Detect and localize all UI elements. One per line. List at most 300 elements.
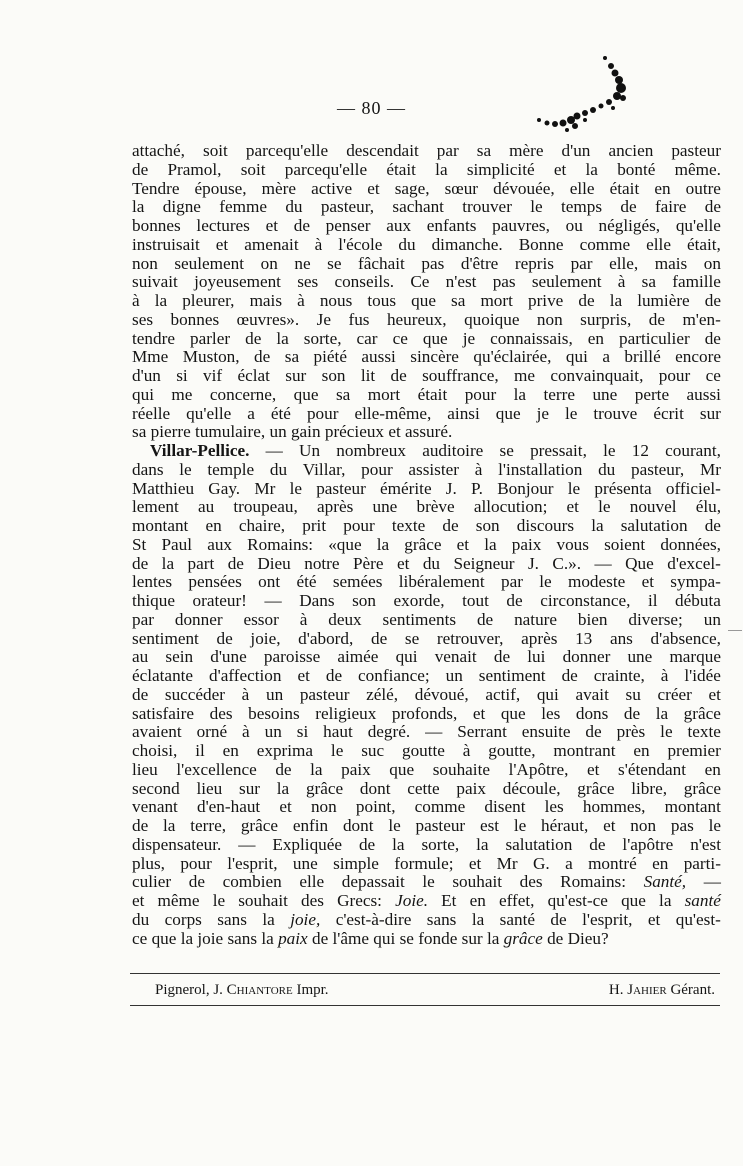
word: était,: [686, 234, 721, 254]
word: terre: [543, 384, 575, 404]
word: écrit: [653, 403, 684, 423]
word: qu'elle: [186, 403, 232, 423]
word: dons: [575, 703, 609, 723]
word: et: [472, 703, 486, 723]
word: le: [289, 478, 302, 498]
word: sage,: [394, 178, 430, 198]
word: cette: [407, 778, 440, 798]
word: de: [476, 609, 494, 629]
word: penser: [325, 216, 371, 235]
word: la: [609, 291, 623, 310]
text-line: [132, 461, 721, 480]
word: chaire,: [238, 516, 286, 535]
word: —: [594, 553, 612, 573]
word: pasteur: [299, 684, 350, 704]
word: surpris,: [580, 309, 632, 329]
word: de: [132, 684, 149, 704]
word: —: [425, 722, 443, 742]
word: simple: [333, 853, 379, 873]
word: sans: [227, 928, 258, 948]
word: pour: [361, 459, 393, 479]
word: la: [659, 891, 672, 910]
word: ce: [132, 928, 148, 948]
word: G.: [532, 853, 550, 873]
word: parcequ'elle: [284, 159, 368, 179]
word: bonnes: [170, 309, 220, 329]
word: sa: [335, 384, 351, 404]
word: son: [475, 516, 500, 535]
text-line: [132, 705, 721, 724]
word: part: [187, 553, 215, 573]
word: dévouée,: [493, 178, 555, 198]
word: le: [530, 197, 543, 217]
word: Pramol,: [167, 159, 222, 179]
word: en: [652, 853, 669, 873]
text-line: [132, 198, 721, 217]
word: parler: [189, 328, 231, 348]
word: paix: [278, 928, 308, 948]
word: pas: [421, 253, 445, 273]
word: piété: [313, 347, 347, 367]
word: d'un: [132, 366, 161, 385]
word: de: [216, 628, 233, 648]
word: sa: [132, 422, 147, 442]
word: Mr: [496, 853, 518, 873]
word: le: [565, 403, 578, 423]
word: de: [311, 928, 329, 948]
word: dont: [342, 816, 374, 835]
word: et: [566, 497, 579, 517]
word: formule;: [394, 853, 454, 873]
word: soit: [240, 159, 266, 179]
word: après: [521, 628, 558, 648]
word: sur: [239, 778, 261, 798]
text-line: [132, 536, 721, 555]
word: le: [598, 497, 611, 517]
word: enfin: [292, 816, 329, 835]
word: créer: [657, 684, 692, 704]
word: qu'est-: [675, 909, 721, 929]
text-line: [132, 423, 721, 442]
word: si: [176, 366, 188, 385]
word: sa: [451, 291, 466, 310]
word: nous: [319, 291, 353, 310]
word: près: [616, 722, 646, 742]
word: paroisse: [263, 647, 321, 667]
word: et: [215, 234, 229, 254]
word: ce: [392, 328, 408, 348]
word: venant: [132, 797, 178, 817]
word: —: [703, 872, 721, 892]
word: montré: [588, 853, 637, 873]
word: —: [264, 591, 282, 610]
word: J.: [445, 478, 457, 498]
word: pasteur: [415, 816, 466, 835]
word: sur: [285, 366, 307, 385]
word: la: [161, 553, 175, 573]
word: et: [456, 534, 470, 554]
word: avaient: [132, 722, 182, 742]
text-line: [132, 442, 721, 461]
word: temple: [207, 459, 255, 479]
word: souhaite: [432, 759, 490, 779]
word: courant,: [665, 441, 721, 460]
word: et: [367, 178, 380, 198]
word: de: [704, 291, 721, 310]
word: qui: [395, 647, 418, 667]
word: du: [269, 459, 288, 479]
word: d'absence,: [650, 628, 721, 648]
word: santé: [499, 909, 535, 929]
word: pasteur,: [320, 197, 375, 217]
word: terre,: [190, 816, 227, 835]
text-line: [132, 330, 721, 349]
text-line: [132, 386, 721, 405]
word: de: [254, 347, 271, 367]
word: Père: [352, 553, 384, 573]
word: une: [592, 384, 618, 404]
word: corps: [164, 909, 202, 929]
word: modeste: [567, 572, 626, 592]
word: plus,: [132, 853, 165, 873]
word: satisfaire: [132, 703, 195, 723]
word: grâce: [683, 703, 721, 723]
word: une: [292, 853, 318, 873]
word: paix: [511, 534, 542, 554]
word: orné: [196, 722, 228, 742]
word: mère: [509, 141, 544, 160]
word: convainquait,: [550, 366, 644, 385]
word: dont: [359, 778, 391, 798]
word: de: [390, 366, 407, 385]
word: ou: [565, 216, 583, 235]
word: et: [279, 797, 292, 817]
word: ses: [132, 309, 154, 329]
word: Grecs:: [337, 891, 382, 910]
word: thique: [132, 591, 175, 610]
word: et: [587, 759, 600, 779]
word: montant: [664, 797, 721, 817]
word: et: [468, 853, 482, 873]
word: descendait: [346, 141, 419, 160]
word: d'excel-: [667, 553, 721, 573]
text-line: [132, 555, 721, 574]
word: haut: [323, 722, 353, 742]
word: non: [132, 253, 158, 273]
word: de: [550, 909, 567, 929]
word: par: [500, 572, 523, 592]
word: Mr: [254, 478, 276, 498]
word: à: [297, 291, 305, 310]
manager-credit: H. Jahier Gérant.: [608, 982, 715, 998]
word: Gay.: [208, 478, 241, 498]
text-line: [132, 630, 721, 649]
word: parcequ'elle: [245, 141, 329, 160]
text-line: [132, 723, 721, 742]
word: et: [647, 909, 661, 929]
word: montrant: [553, 741, 616, 760]
word: ensuite: [521, 722, 571, 742]
word: circonstance,: [540, 591, 631, 610]
word: du: [598, 459, 616, 479]
word: sentiments: [382, 609, 457, 629]
text-line: [132, 930, 721, 949]
word: suivait: [132, 272, 178, 292]
word: digne: [162, 197, 201, 217]
word: de: [704, 328, 721, 348]
word: notre: [304, 553, 340, 573]
word: le: [660, 722, 673, 742]
word: sa: [476, 141, 492, 160]
word: et: [132, 891, 145, 910]
word: heureux,: [386, 309, 447, 329]
word: disent: [484, 797, 526, 817]
word: à: [474, 459, 483, 479]
word: à: [660, 666, 669, 685]
word: que: [495, 403, 521, 423]
word: fus: [348, 309, 370, 329]
word: le: [179, 459, 192, 479]
word: on: [260, 253, 278, 273]
word: conseils.: [334, 272, 395, 292]
word: un: [269, 422, 287, 442]
word: à: [617, 272, 626, 292]
word: succéder: [164, 684, 226, 704]
word: des: [519, 872, 543, 892]
word: sorte,: [303, 328, 342, 348]
word: —: [238, 834, 256, 854]
word: sans: [426, 909, 457, 929]
word: et: [265, 216, 278, 235]
text-line: [132, 873, 721, 892]
word: données,: [660, 534, 721, 554]
word: de: [623, 703, 641, 723]
word: de: [704, 197, 721, 217]
word: Mr: [699, 459, 721, 479]
word: épouse,: [194, 178, 247, 198]
word: gain: [290, 422, 321, 442]
word: paix: [456, 778, 486, 798]
word: qu'elle: [675, 216, 721, 235]
word: soit: [203, 141, 228, 160]
word: joyeusement: [194, 272, 281, 292]
text-line: [132, 592, 721, 611]
word: 12: [631, 441, 649, 460]
margin-mark: [728, 630, 742, 631]
word: l'Apôtre,: [508, 759, 569, 779]
word: son: [352, 591, 376, 610]
word: de: [188, 872, 205, 892]
word: Santé,: [643, 872, 687, 892]
word: une: [627, 647, 653, 667]
word: lentes: [132, 572, 173, 592]
word: parti-: [683, 853, 721, 873]
word: donner: [562, 647, 611, 667]
word: se: [399, 928, 414, 948]
word: pierre: [150, 422, 191, 442]
word: texte: [687, 722, 721, 742]
word: se: [327, 253, 342, 273]
word: dimanche.: [431, 234, 503, 254]
word: par: [570, 253, 593, 273]
word: pour: [180, 853, 212, 873]
word: grâce: [404, 534, 442, 554]
word: émérite: [380, 478, 432, 498]
word: famille: [672, 272, 721, 292]
word: de: [132, 553, 149, 573]
word: la: [154, 291, 168, 310]
word: auditoire: [422, 441, 484, 460]
word: le: [567, 478, 581, 498]
text-line: [132, 348, 721, 367]
word: lieu: [132, 759, 158, 779]
word: joie,: [250, 628, 281, 648]
word: de: [132, 816, 149, 835]
word: dans: [132, 459, 164, 479]
word: seulement: [531, 272, 602, 292]
word: sa: [284, 347, 300, 367]
word: outre: [685, 178, 721, 198]
word: non: [630, 816, 657, 835]
word: C.».: [552, 553, 582, 573]
word: grâce: [683, 778, 721, 798]
word: l'excellence: [176, 759, 257, 779]
word: l'esprit,: [582, 909, 633, 929]
word: si: [296, 722, 309, 742]
word: aux: [207, 534, 233, 554]
word: sa: [641, 272, 656, 292]
word: trouver: [462, 197, 512, 217]
word: de: [442, 516, 459, 535]
word: ne: [294, 253, 311, 273]
word: ans: [609, 628, 633, 648]
word: elle: [646, 234, 671, 254]
word: n'est: [445, 272, 477, 292]
word: qui: [536, 684, 559, 704]
word: pauvres,: [492, 216, 550, 235]
footer-rule-bottom: [130, 1005, 720, 1006]
word: choisi,: [132, 741, 178, 760]
word: sans: [217, 909, 247, 929]
word: aimée: [337, 647, 379, 667]
word: premier: [667, 741, 721, 760]
word: besoins: [248, 703, 300, 723]
word: goutte: [401, 741, 445, 760]
word: pour: [306, 403, 339, 423]
word: à: [241, 684, 250, 704]
word: Que: [625, 553, 654, 573]
word: P.: [471, 478, 483, 498]
word: de: [275, 759, 292, 779]
word: que: [411, 291, 436, 310]
word: zélé,: [366, 684, 399, 704]
word: vous: [556, 534, 589, 554]
word: Dieu?: [567, 928, 609, 948]
word: orateur!: [192, 591, 247, 610]
word: Bonjour: [497, 478, 554, 498]
word: Romains:: [560, 872, 627, 892]
word: Expliquée: [272, 834, 343, 854]
word: que: [389, 759, 415, 779]
word: nature: [514, 609, 558, 629]
word: dispensateur.: [132, 834, 222, 854]
word: s'étendant: [618, 759, 687, 779]
word: pasteur: [671, 141, 721, 160]
word: qui: [565, 347, 588, 367]
word: sympa-: [670, 572, 721, 592]
word: faire: [654, 197, 687, 217]
word: lit: [360, 366, 376, 385]
text-line: [132, 367, 721, 386]
text-line: [132, 292, 721, 311]
word: que: [500, 703, 526, 723]
word: la: [392, 834, 405, 854]
word: en: [222, 741, 239, 760]
word: me: [171, 384, 193, 404]
word: pas: [670, 816, 694, 835]
word: de: [493, 647, 511, 667]
text-line: [132, 161, 721, 180]
word: trouve: [593, 403, 638, 423]
word: seulement: [174, 253, 245, 273]
word: de: [589, 834, 606, 854]
word: la: [471, 909, 485, 929]
word: des: [301, 891, 324, 910]
word: le: [330, 741, 344, 760]
word: religieux: [315, 703, 377, 723]
word: la: [513, 384, 527, 404]
word: l'installation: [498, 459, 583, 479]
word: mais: [249, 291, 283, 310]
word: me: [513, 366, 535, 385]
word: soient: [604, 534, 646, 554]
text-line: [132, 667, 721, 686]
word: J.: [527, 553, 539, 573]
word: pleurer,: [182, 291, 235, 310]
word: et: [553, 159, 567, 179]
text-line: [132, 911, 721, 930]
word: lumière: [637, 291, 690, 310]
word: salutation: [505, 834, 573, 854]
word: simplicité: [466, 159, 535, 179]
word: on: [703, 253, 721, 273]
word: troupeau,: [233, 497, 298, 517]
word: grâce: [305, 778, 344, 798]
word: essor: [243, 609, 279, 629]
word: en: [704, 759, 721, 779]
word: souhait: [452, 872, 503, 892]
word: en: [587, 328, 605, 348]
word: retrouver,: [436, 628, 504, 648]
word: sentiment: [132, 628, 199, 648]
word: lui: [527, 647, 546, 667]
word: et: [388, 422, 401, 442]
word: de: [578, 291, 595, 310]
word: aux: [386, 216, 412, 235]
word: culier: [132, 872, 172, 892]
word: elle: [569, 178, 595, 198]
word: marque: [669, 647, 721, 667]
word: Seigneur: [453, 553, 515, 573]
word: Villar-Pellice.: [150, 441, 250, 460]
word: hommes,: [582, 797, 646, 817]
word: quoique: [464, 309, 520, 329]
word: elle: [299, 872, 325, 892]
word: et: [297, 666, 310, 685]
printer-credit: Pignerol, J. Chiantore Impr.: [155, 982, 329, 998]
text-line: [132, 273, 721, 292]
word: de: [561, 666, 578, 685]
